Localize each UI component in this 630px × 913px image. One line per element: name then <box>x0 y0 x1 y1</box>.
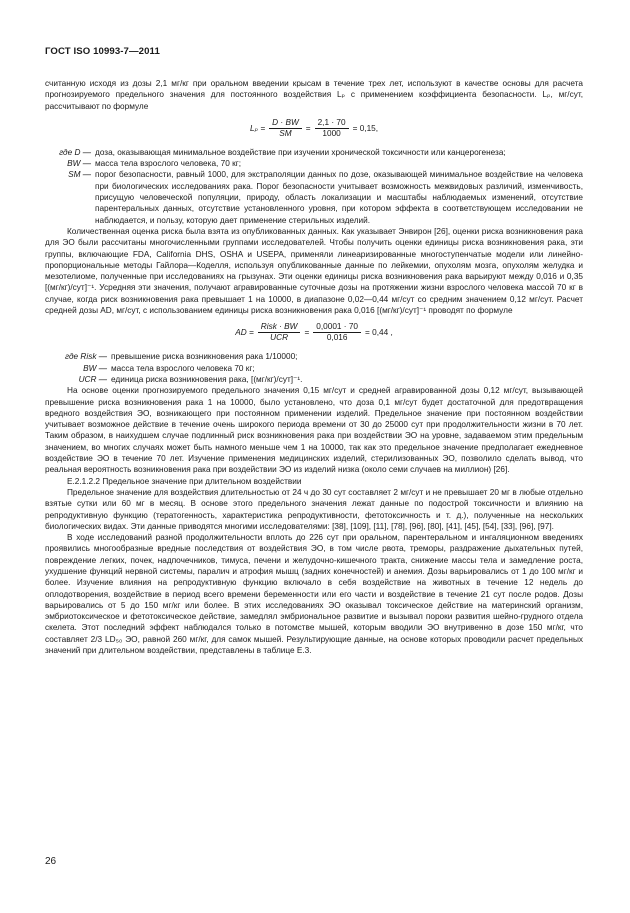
definition-row <box>45 147 583 158</box>
definitions-list <box>45 351 583 385</box>
definition-desc: масса тела взрослого человека, 70 кг; <box>95 159 241 169</box>
document-header: ГОСТ ISO 10993-7—2011 <box>45 46 160 57</box>
formula-fraction <box>269 118 302 139</box>
formula-denominator: 1000 <box>322 128 341 138</box>
formula-denominator: UCR <box>270 333 289 343</box>
formula-denominator: 0,016 <box>326 333 348 343</box>
formula-result: = 0,15, <box>352 123 379 133</box>
formula-fraction <box>315 118 349 139</box>
formula-equals: = <box>305 123 311 133</box>
definition-term: BW — <box>83 363 107 373</box>
formula-lhs: Lₚ = <box>249 123 266 133</box>
definition-desc: единица риска возникновения рака, [(мг/кг)/сут]⁻¹. <box>111 374 303 384</box>
paragraph: На основе оценки прогнозируемого предельного значения 0,15 мг/сут и средней агравированной дозы 0,12 мг/сут, вызывающей превышение риска возникновения рака 1 на 10000, было установлено, что доза 0,1 мг/сут будет достаточной для предотвращения вредного воздействия ЭО, возникающего при постоянном применении изделий. Предельное значение при постоянном воздействии учитывает возможное действие в течение очень широкого периода времени от 30 до 25000 сут при продолжительности жизни в 70 лет. Таким образом, в наихудшем случае подлинный риск возникновения рака при воздействии ЭО на уровне, задаваемом этим предельным значением, во многих случаях может быть намного меньше чем 1 на 10000, так как это предельное значение предполагает ежедневное воздействие ЭО в течение 70 лет. Изучение применения медицинских изделий, стерилизованных ЭО, позволило сделать вывод, что реальная вероятность возникновения рака при воздействии ЭО из изделий низка (около семи случаев на миллион) [26]. <box>45 386 583 475</box>
paragraph: считанную исходя из дозы 2,1 мг/кг при оральном введении крысам в течение трех лет, используют в качестве основы для расчета прогнозируемого предельного значения для постоянного воздействия Lₚ с применением коэффициента безопасности. Lₚ, мг/сут, рассчитывают по формуле <box>45 79 583 111</box>
definition-desc: превышение риска возникновения рака 1/10000; <box>111 352 298 362</box>
definition-term: где D — <box>59 147 91 157</box>
definition-row <box>45 351 583 362</box>
formula-numerator: D · BW <box>269 118 302 129</box>
document-body <box>45 78 583 656</box>
formula-fraction <box>258 322 301 343</box>
definition-term: BW — <box>67 159 91 169</box>
paragraph: Предельное значение для воздействия длительностью от 24 ч до 30 сут составляет 2 мг/сут и не превышает 20 мг в любые отдельно взятые сутки или 60 мг в месяц. В основе этого предельного значения лежат данные по подострой токсичности и влиянию на репродуктивную функцию (тератогенность, характеристика репродуктивности, фетотоксичность и т. д.), полученные на нескольких биологических видах. Эти данные приводятся многими исследователями: [38], [109], [11], [78], [96], [80], [41], [45], [54], [33], [96], [97]. <box>45 487 583 531</box>
definition-row <box>45 363 583 374</box>
formula-equals: = <box>304 328 310 338</box>
formula-fraction <box>313 322 361 343</box>
definition-term: UCR — <box>78 374 107 384</box>
paragraph: Количественная оценка риска была взята из опубликованных данных. Как указывает Энвирон [26], оценки риска возникновения рака для ЭО были рассчитаны многочисленными группами исследователей. Чтобы получить оценки единицы риска возникновения рака, эти группы, включающие FDA, California DHS, OSHA и USEPA, применяли линеаризированные многоступенчатые модели или линейно-пропорциональные методы Гайлора—Коделля, используя опубликованные данные по лейкемии, опухолям мозга, опухолям желудка и мезотелиоме, полученные при исследованиях на грызунах. Эти оценки единицы риска возникновения рака варьируют между 0,016 и 0,35 [(мг/кг)/сут]⁻¹. Усредняя эти значения, получают агравированные суточные дозы на протяжении жизни взрослого человека массой 70 кг в случае, когда риск возникновения рака превышает 1 на 10000, в диапазоне 0,02—0,44 мг/сут со средним значением 0,12 мг/сут. Расчет средней дозы AD, мг/сут, с использованием единицы риска возникновения рака 0,016 [(мг/кг)/сут]⁻¹ проводят по формуле <box>45 226 583 316</box>
section-subheading: Е.2.1.2.2 Предельное значение при длительном воздействии <box>67 476 302 486</box>
formula-lp <box>45 118 583 139</box>
definition-desc: масса тела взрослого человека 70 кг; <box>111 363 255 373</box>
definition-term: где Risk — <box>65 352 107 362</box>
formula-numerator: 2,1 · 70 <box>315 118 349 129</box>
formula-numerator: 0,0001 · 70 <box>313 322 361 333</box>
formula-denominator: SM <box>279 128 292 138</box>
formula-numerator: Risk · BW <box>258 322 301 333</box>
page-number: 26 <box>45 856 57 867</box>
formula-ad <box>45 322 583 343</box>
formula-result: = 0,44 , <box>365 328 393 338</box>
paragraph: В ходе исследований разной продолжительности вплоть до 226 сут при оральном, парентеральном и ингаляционном введениях проявились многообразные вредные последствия от воздействия ЭО, в том числе рвота, треморы, раздражение дыхательных путей, повреждение легких, почек, надпочечников, тимуса, печени и желудочно-кишечного тракта, снижение массы тела и замедление роста, ухудшение функций нервной системы, паралич и атрофия мышц (задних конечностей) и анемия. Дозы варьировались от 1 до 100 мг/кг и более. Изучение влияния на репродуктивную функцию включало в себя воздействие на животных в течение 12 недель до оплодотворения, воздействие в период всего времени беременности или его части и воздействие в течение 21 сут после родов. Дозы варьировались от 5 до 150 мг/кг или более. В этих исследованиях ЭО оказывал токсическое действие на материнский организм, эмбриотоксическое и фетотоксическое действие, замедлял эмбриональное развитие и вызывал пороки развития шейно-грудного отдела скелета. Этот последний эффект наблюдался только в потомстве мышей, которым вводили ЭО внутривенно в дозе 150 мг/кг, что составляет 2/3 LD₅₀ ЭО, равной 260 мг/кг, для самок мышей. Результирующие данные, на основе которых проводили расчет предельных значений при длительном воздействии, представлены в таблице Е.3. <box>45 533 583 656</box>
formula-lhs: AD = <box>235 328 254 338</box>
definition-row <box>45 158 583 169</box>
definition-desc: порог безопасности, равный 1000, для экстраполяции данных по дозе, оказывающей минимальное воздействие на человека при биологических исследованиях рака. Порог безопасности учитывает возможность межвидовых различий, изменчивость, присущую человеческой популяции, природу, область локализации и масштабы наблюдаемых изменений, отсутствие парентеральных данных, отсутствие установленного уровня, при котором эффекта в соответствующем исследовании не наблюдается, и пользу, которую дает применение стерильных изделий. <box>95 170 583 225</box>
definition-row <box>45 169 583 225</box>
definitions-list <box>45 147 583 226</box>
definition-term: SM — <box>68 170 91 180</box>
definition-desc: доза, оказывающая минимальное воздействие при изучении хронической токсичности или канцерогенеза; <box>95 147 506 157</box>
definition-row <box>45 374 583 385</box>
